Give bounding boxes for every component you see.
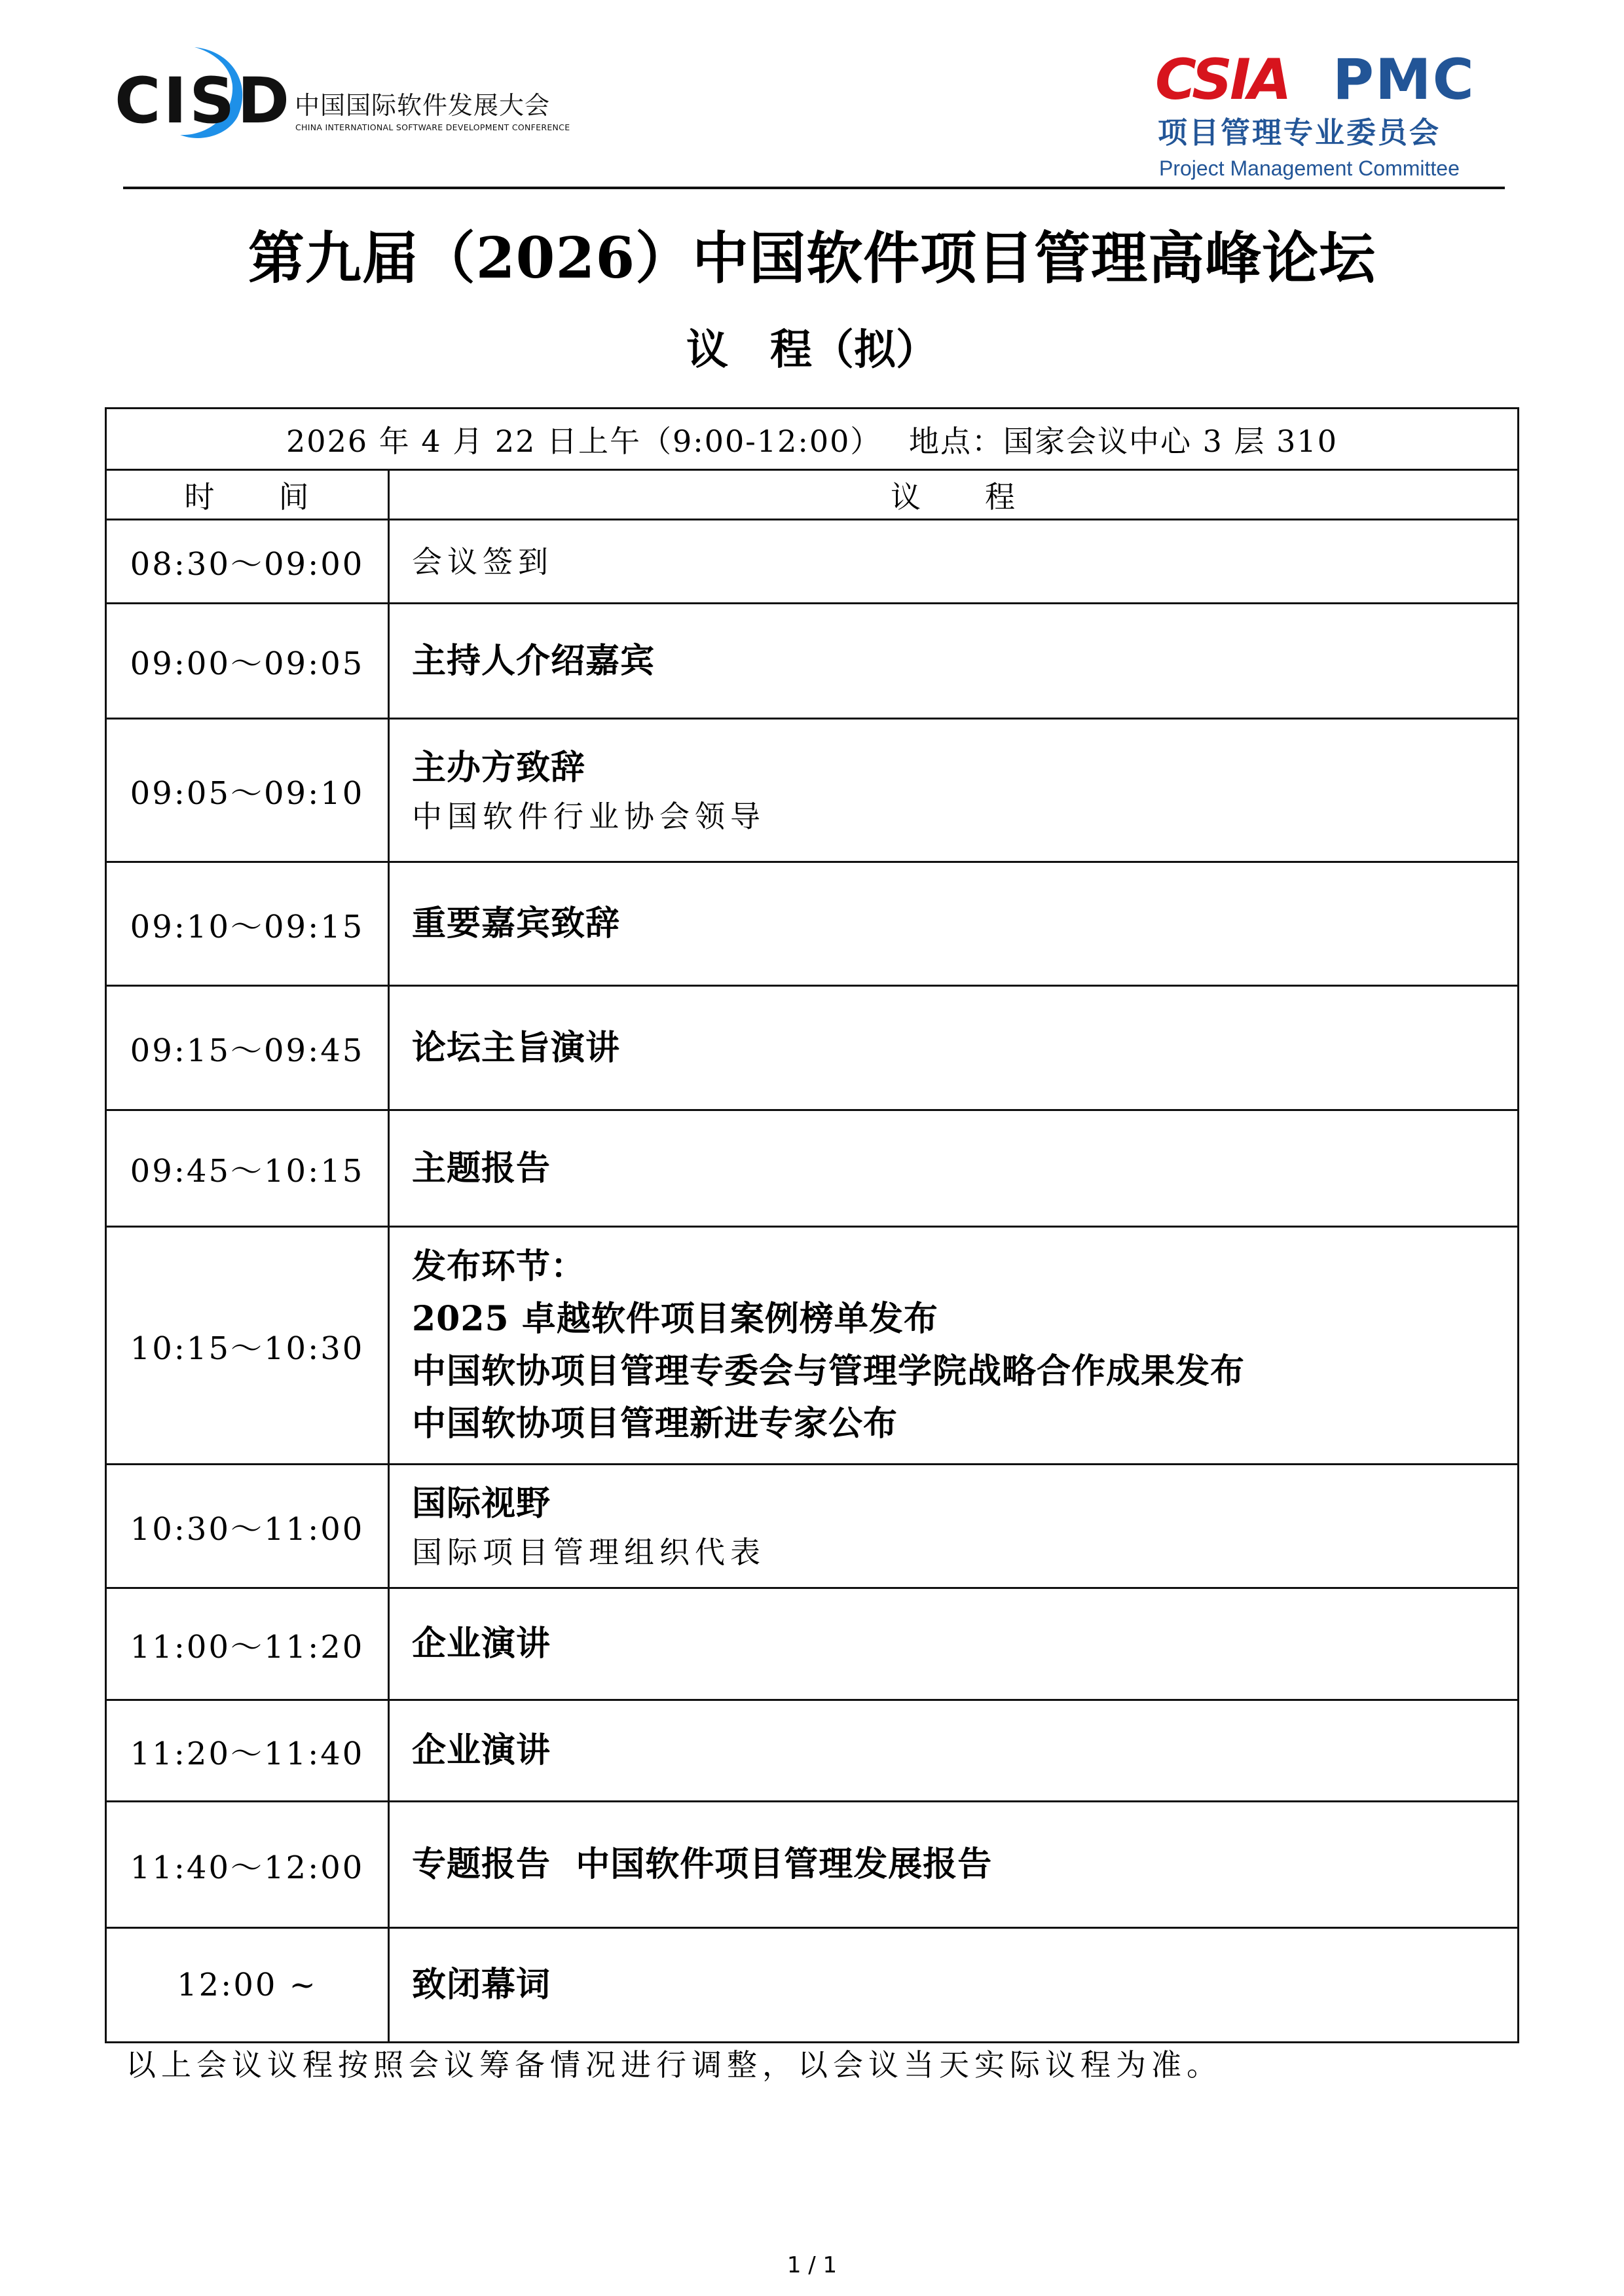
agenda-note: 以上会议议程按照会议筹备情况进行调整，以会议当天实际议程为准。 [126, 2047, 1222, 2083]
time-cell: 10:15～10:30 [107, 1228, 390, 1463]
time-cell: 09:10～09:15 [107, 863, 390, 985]
agenda-cell [390, 1802, 1517, 1927]
agenda-cell [390, 1228, 1517, 1463]
table-row [107, 1699, 1517, 1800]
page-number: 1 / 1 [786, 2252, 838, 2278]
time-cell: 09:15～09:45 [107, 987, 390, 1109]
table-row [107, 1800, 1517, 1927]
agenda-cell [390, 520, 1517, 602]
agenda-item: 国际视野 [412, 1484, 551, 1523]
agenda-item: 重要嘉宾致辞 [412, 903, 621, 943]
agenda-item: 中国软协项目管理专委会与管理学院战略合作成果发布 [412, 1351, 1246, 1391]
table-row [107, 1587, 1517, 1699]
agenda-cell [390, 604, 1517, 718]
time-cell: 10:30～11:00 [107, 1465, 390, 1587]
agenda-item: 发布环节： [412, 1247, 586, 1286]
table-row [107, 519, 1517, 602]
agenda-item: 企业演讲 [412, 1730, 551, 1770]
agenda-speaker: 国际项目管理组织代表 [412, 1535, 766, 1570]
table-row [107, 985, 1517, 1109]
time-cell: 09:05～09:10 [107, 720, 390, 861]
agenda-item: 论坛主旨演讲 [412, 1027, 621, 1068]
table-row [107, 1927, 1517, 2041]
pmc-name-cn: 项目管理专业委员会 [1158, 115, 1441, 150]
agenda-item: 企业演讲 [412, 1624, 551, 1664]
cisd-name-cn: 中国国际软件发展大会 [295, 91, 551, 120]
time-cell: 11:40～12:00 [107, 1802, 390, 1927]
table-row [107, 602, 1517, 718]
col-header-agenda: 议 程 [891, 479, 1016, 515]
cisd-name-en: CHINA INTERNATIONAL SOFTWARE DEVELOPMENT CONFERENCE [295, 122, 570, 132]
csia-mark: CSIA [1155, 47, 1289, 113]
col-header-time: 时 间 [107, 471, 390, 519]
agenda-cell [390, 863, 1517, 985]
time-cell: 12:00 ~ [107, 1929, 390, 2041]
time-cell: 11:00～11:20 [107, 1589, 390, 1699]
agenda-item: 主办方致辞 [412, 748, 586, 788]
table-row [107, 1463, 1517, 1587]
date-location: 2026 年 4 月 22 日上午（9:00-12:00） 地点：国家会议中心 3 层 310 [286, 423, 1338, 459]
agenda-cell [390, 1929, 1517, 2041]
agenda-item: 2025 卓越软件项目案例榜单发布 [412, 1299, 938, 1339]
agenda-cell [390, 1111, 1517, 1226]
time-cell: 11:20～11:40 [107, 1701, 390, 1800]
agenda-speaker: 中国软件行业协会领导 [412, 799, 766, 834]
agenda-cell [390, 987, 1517, 1109]
pmc-name-en: Project Management Committee [1159, 156, 1460, 180]
time-cell: 09:00～09:05 [107, 604, 390, 718]
document-title: 第九届（2026）中国软件项目管理高峰论坛 [248, 225, 1376, 291]
pmc-mark: PMC [1333, 47, 1475, 113]
header-row [107, 469, 1517, 519]
agenda-item: 主持人介绍嘉宾 [412, 640, 655, 681]
document-subtitle: 议 程（拟） [686, 325, 938, 374]
agenda-item: 主题报告 [412, 1148, 551, 1188]
time-cell: 08:30～09:00 [107, 520, 390, 602]
table-row [107, 1226, 1517, 1463]
csia-pmc-logo [1153, 49, 1519, 187]
agenda-item: 中国软协项目管理新进专家公布 [412, 1404, 898, 1444]
cisd-logo [115, 45, 586, 143]
agenda-cell [390, 1589, 1517, 1699]
header-divider [123, 187, 1505, 189]
agenda-item: 专题报告 中国软件项目管理发展报告 [412, 1844, 993, 1884]
agenda-item: 致闭幕词 [412, 1965, 551, 2005]
info-row [107, 409, 1517, 469]
agenda-cell [390, 1465, 1517, 1587]
table-row [107, 861, 1517, 985]
time-cell: 09:45～10:15 [107, 1111, 390, 1226]
table-row [107, 718, 1517, 861]
agenda-cell [390, 1701, 1517, 1800]
agenda-table [105, 407, 1519, 2043]
cisd-letters: CISD [115, 64, 292, 137]
agenda-item: 会议签到 [412, 543, 553, 579]
table-row [107, 1109, 1517, 1226]
agenda-cell [390, 720, 1517, 861]
